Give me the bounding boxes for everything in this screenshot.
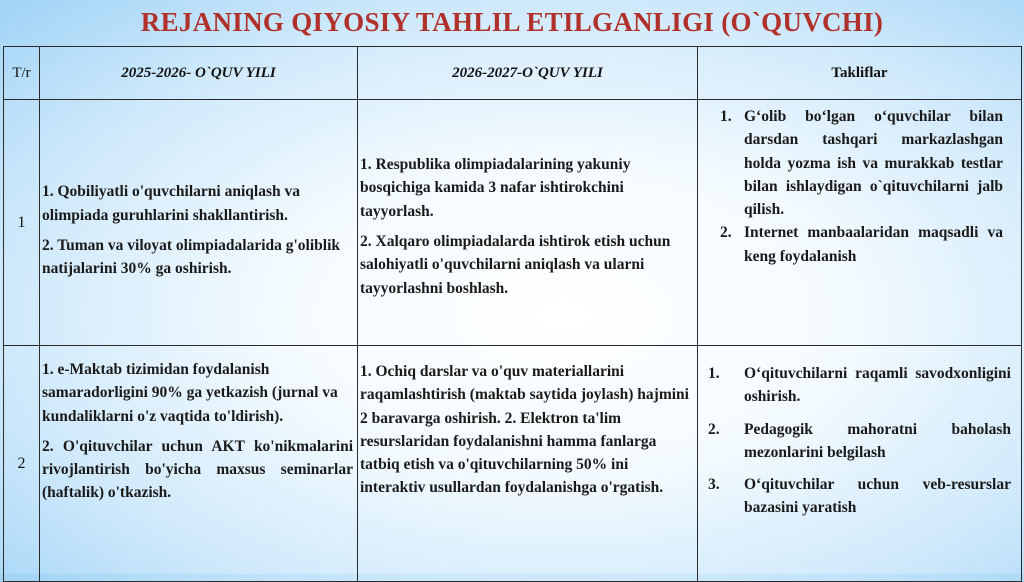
plan-item: 2. Tuman va viloyat olimpiadalarida g'oliblik natijalarini 30% ga oshirish. <box>42 237 341 278</box>
cell-proposals <box>698 346 1022 582</box>
cell-2026-2027 <box>358 100 698 346</box>
cell-2025-2026 <box>40 346 358 582</box>
plan-item: 1. e-Maktab tizimidan foydalanish samaradorligini 90% ga yetkazish (jurnal va kundaliklarni o'z vaqtida to'ldirish). <box>42 361 338 425</box>
plan-item: 2. Xalqaro olimpiadalarda ishtirok etish uchun salohiyatli o'quvchilarni aniqlash va ularni tayyorlashni boshlash. <box>360 233 671 297</box>
plan-item: 2. O'qituvchilar uchun AKT ko'nikmalarini rivojlantirish bo'yicha maxsus seminarlar (haftalik) o'tkazish. <box>42 437 353 502</box>
table-header-row <box>4 47 1022 100</box>
proposal-item: 1. O‘qituvchilarni raqamli savodxonligini oshirish. <box>708 365 1011 406</box>
proposal-item: 1. G‘olib bo‘lgan o‘quvchilar bilan darsdan tashqari markazlashgan holda yozma ish va murakkab testlar bilan ishlaydigan o`qituvchilarni jalb qilish. <box>720 108 1003 219</box>
plan-item: 1. Ochiq darslar va o'quv materiallarini raqamlashtirish (maktab saytida joylash) hajmini 2 baravarga oshirish. 2. Elektron ta'lim resurslaridan foydalanishni hamma fanlarga tatbiq etish va o'qituvchilarning 50% ini interaktiv usullardan foydalanishga o'rgatish. <box>360 363 689 497</box>
header-number: T/r <box>4 47 40 100</box>
header-proposals: Takliflar <box>698 47 1022 100</box>
proposal-item: 2. Pedagogik mahoratni baholash mezonlarini belgilash <box>708 420 1011 461</box>
cell-2025-2026 <box>40 100 358 346</box>
row-number: 1 <box>4 100 40 346</box>
cell-proposals <box>698 100 1022 346</box>
row-number: 2 <box>4 346 40 582</box>
comparison-table <box>3 46 1022 582</box>
header-2025-2026: 2025-2026- O`QUV YILI <box>40 47 358 100</box>
page-title: REJANING QIYOSIY TAHLIL ETILGANLIGI (O`QUVCHI) <box>140 7 884 37</box>
plan-item: 1. Qobiliyatli o'quvchilarni aniqlash va olimpiada guruhlarini shakllantirish. <box>42 183 300 224</box>
table-row <box>4 346 1022 582</box>
cell-2026-2027 <box>358 346 698 582</box>
proposal-item: 2. Internet manbaalaridan maqsadli va keng foydalanish <box>720 224 1003 265</box>
proposal-item: 3. O‘qituvchilar uchun veb-resurslar bazasini yaratish <box>708 476 1011 517</box>
table-row <box>4 100 1022 346</box>
header-2026-2027: 2026-2027-O`QUV YILI <box>358 47 698 100</box>
plan-item: 1. Respublika olimpiadalarining yakuniy bosqichiga kamida 3 nafar ishtirokchini tayyorlash. <box>360 156 631 220</box>
